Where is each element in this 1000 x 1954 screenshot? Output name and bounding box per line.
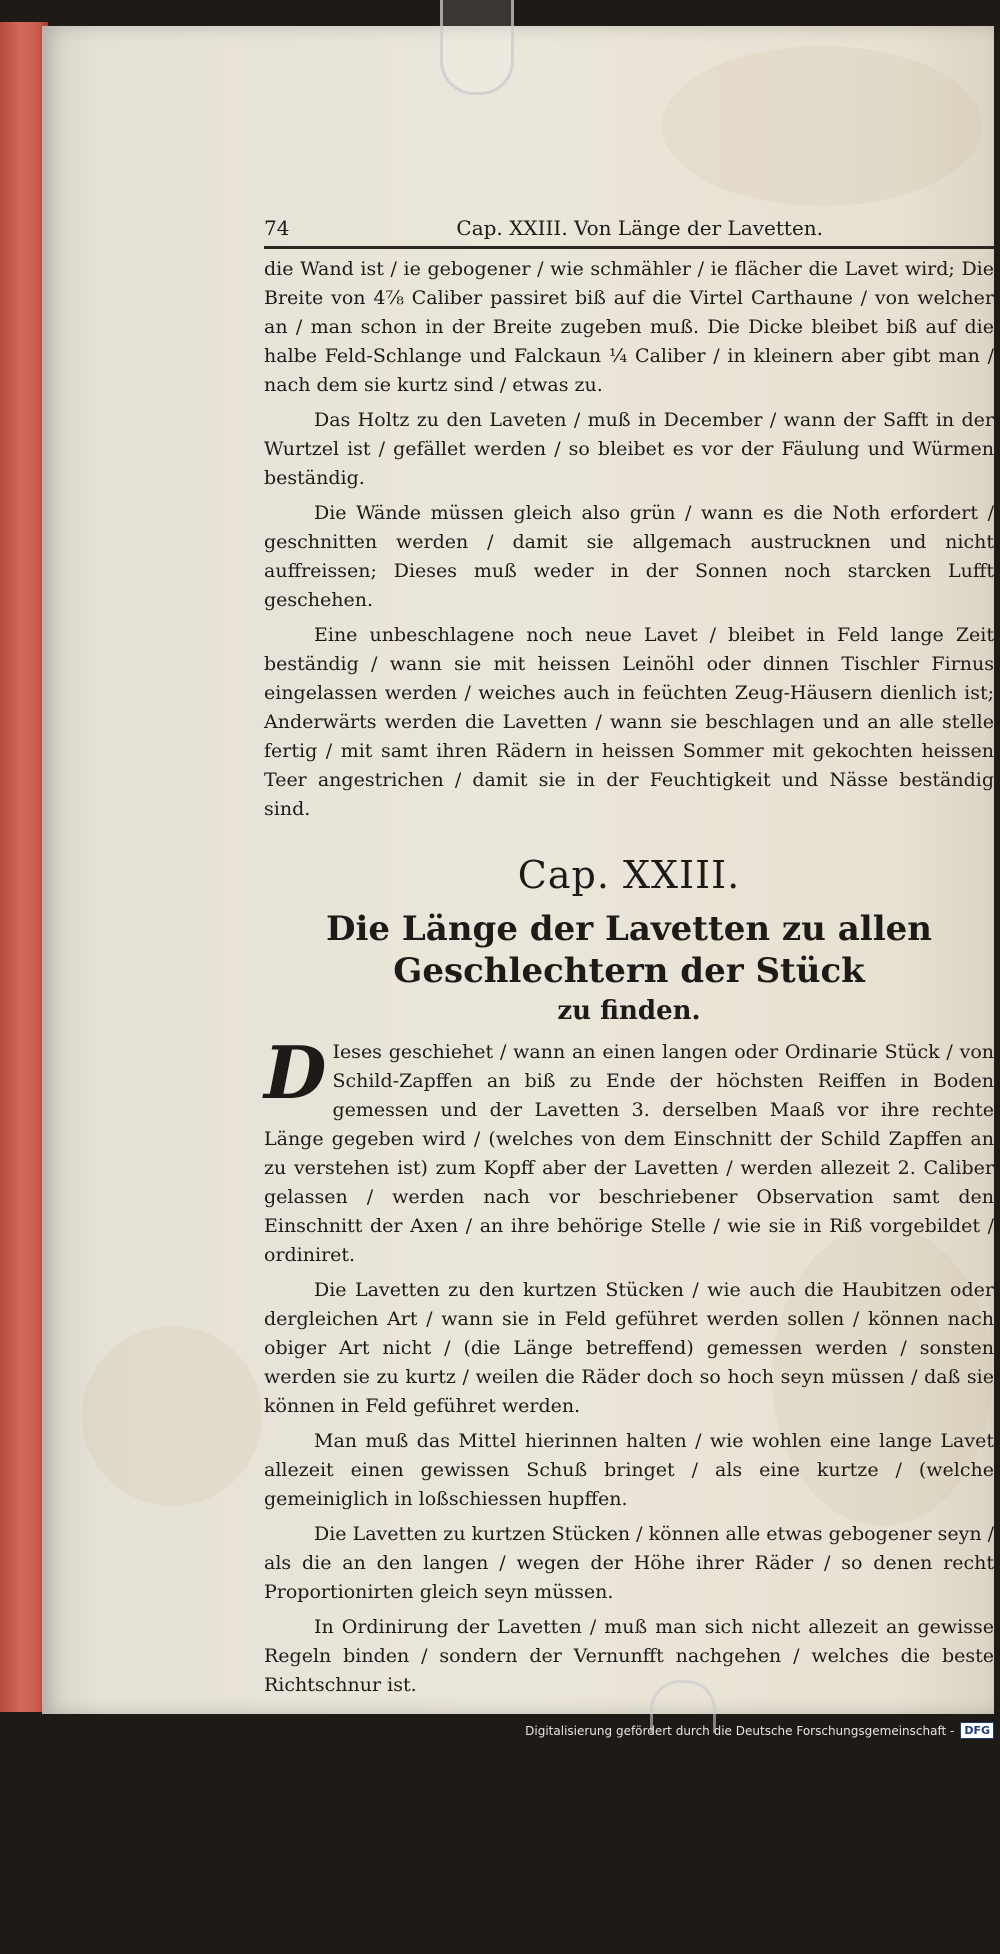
intro-paragraph-2: Das Holtz zu den Laveten / muß in December / wann der Safft in der Wurtzel ist / gefället werden / so bleibet es vor der Fäulung und Würmen beständig. [264, 409, 994, 489]
digitization-credit: Digitalisierung gefördert durch die Deutsche Forschungsgemeinschaft - [525, 1723, 955, 1738]
digitization-footer [525, 1722, 994, 1739]
chapter-23-heading: Cap. XXIII. [517, 853, 741, 897]
chapter-23-dropcap: D [264, 1030, 327, 1115]
book-edge [0, 22, 48, 1712]
chapter-23-title: Die Länge der Lavetten zu allen Geschlechtern der Stück [326, 909, 932, 991]
page-number: 74 [264, 216, 290, 240]
page-clip-top [440, 0, 514, 95]
chapter-23-first-paragraph [264, 1030, 994, 1270]
running-header [264, 214, 994, 249]
chapter-24-first-text: Ie Höhe und Stärcke der Stück-Räder sind in der Praxin zu dieser unserer Zeit / auff nachgesetzte Manier vor die beqvemligsten gefunden worden. [332, 1831, 994, 1911]
chapter-23-first-text: Ieses geschiehet / wann an einen langen oder Ordinarie Stück / von Schild-Zapffen an biß zu Ende der höchsten Reiffen in Boden gemessen und der Lavetten 3. derselben Maaß vor ihre rechte Länge gegeben wird / (welches von dem Einschnitt der Schild Zapffen an zu verstehen ist) zum Kopff aber der Lavetten / werden allezeit 2. Caliber gelassen / werden nach vor beschriebener Observation samt den Einschnitt der Axen / an ihre behörige Stelle / wie sie in Riß vorgebildet / ordiniret. [264, 1041, 994, 1266]
dfg-logo: DFG [960, 1722, 994, 1739]
catchword: Das [952, 1927, 994, 1951]
page-content [264, 214, 994, 1954]
chapter-23-paragraph: Die Lavetten zu kurtzen Stücken / können alle etwas gebogener seyn / als die an den langen / wegen der Höhe ihrer Räder / so denen recht Proportionirten gleich seyn müssen. [264, 1523, 994, 1603]
intro-paragraph-1: die Wand ist / ie gebogener / wie schmähler / ie flächer die Lavet wird; Die Breite von 4⅞ Caliber passiret biß auf die Virtel Carthaune / von welcher an / man schon in der Breite zugeben muß. Die Dicke bleibet biß auf die halbe Feld-Schlange und Falckaun ¼ Caliber / in kleinern aber gibt man / nach dem sie kurtz sind / etwas zu. [264, 258, 994, 396]
intro-paragraph-4: Eine unbeschlagene noch neue Lavet / bleibet in Feld lange Zeit beständig / wann sie mit heissen Leinöhl oder dinnen Tischler Firnus eingelassen werden / weiches auch in feüchten Zeug-Häusern dienlich ist; Anderwärts werden die Lavetten / wann sie beschlagen und an alle stelle fertig / mit samt ihren Rädern in heissen Sommer mit gekochten heissen Teer angestrichen / damit sie in der Feuchtigkeit und Nässe beständig sind. [264, 624, 994, 820]
chapter-23-paragraph: Man muß das Mittel hierinnen halten / wie wohlen eine lange Lavet allezeit einen gewissen Schuß bringet / als eine kurtze / (welche gemeiniglich in loßschiessen hupffen. [264, 1430, 994, 1510]
running-title: Cap. XXIII. Von Länge der Lavetten. [456, 216, 824, 240]
chapter-24-title: Von Stück-Rädern. [451, 1785, 807, 1825]
chapter-23-paragraph: In Ordinirung der Lavetten / muß man sich nicht allezeit an gewisse Regeln binden / sondern der Vernunfft nachgehen / welches die beste Richtschnur ist. [264, 1616, 994, 1696]
intro-paragraph-3: Die Wände müssen gleich also grün / wann es die Noth erfordert / geschnitten werden / damit sie allgemach austrucknen und nicht auffreissen; Dieses muß weder in der Sonnen noch starcken Lufft geschehen. [264, 502, 994, 611]
chapter-23-subtitle: zu finden. [557, 996, 701, 1026]
chapter-24-first-paragraph [264, 1820, 994, 1915]
chapter-24-dropcap: D [264, 1820, 327, 1905]
chapter-24-heading: Cap. XXIV. [522, 1729, 736, 1773]
chapter-23-paragraph: Die Lavetten zu den kurtzen Stücken / wie auch die Haubitzen oder dergleichen Art / wann sie in Feld geführet werden sollen / können nach obiger Art nicht / (die Länge betreffend) gemessen werden / sonsten werden sie zu kurtz / weilen die Räder doch so hoch seyn müssen / daß sie können in Feld geführet werden. [264, 1279, 994, 1417]
